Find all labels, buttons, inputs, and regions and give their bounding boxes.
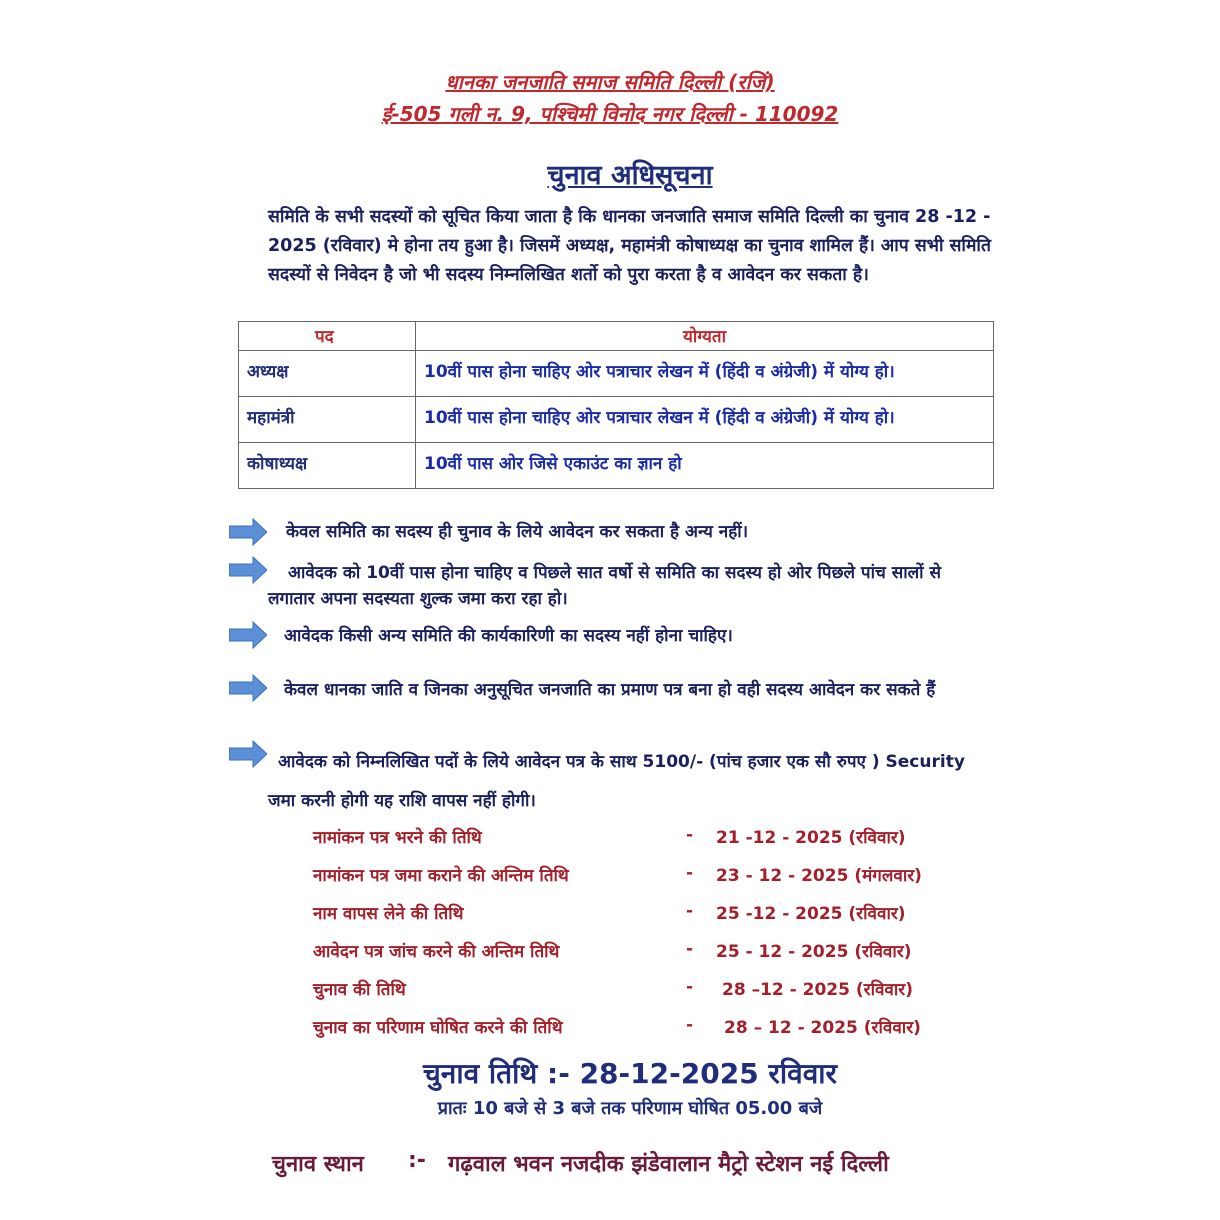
schedule-label: नाम वापस लेने की तिथि xyxy=(313,904,464,924)
qualification-cell: 10वीं पास होना चाहिए ओर पत्राचार लेखन में (हिंदी व अंग्रेजी) में योग्य हो। xyxy=(416,351,994,397)
table-row xyxy=(239,443,994,489)
rule-item: आवेदक को 10वीं पास होना चाहिए व पिछले सात वर्षो से समिति का सदस्य हो ओर पिछले पांच सालों से लगातार अपना सदस्यता शुल्क जमा करा रहा हो। xyxy=(268,563,941,609)
schedule-label: चुनाव की तिथि xyxy=(313,980,406,1000)
schedule-label: आवेदन पत्र जांच करने की अन्तिम तिथि xyxy=(313,942,560,962)
right-arrow-icon xyxy=(229,556,267,584)
venue-label: चुनाव स्थान xyxy=(272,1152,364,1177)
schedule-date: 23 - 12 - 2025 (मंगलवार) xyxy=(716,866,922,886)
org-name: धानका जनजाति समाज समिति दिल्ली (रजिं) xyxy=(445,70,775,94)
table-header-row xyxy=(239,322,994,351)
post-cell: कोषाध्यक्ष xyxy=(239,443,416,489)
venue-separator: :- xyxy=(408,1148,426,1173)
right-arrow-icon xyxy=(229,740,267,768)
qualification-cell: 10वीं पास ओर जिसे एकाउंट का ज्ञान हो xyxy=(416,443,994,489)
post-cell: अध्यक्ष xyxy=(239,351,416,397)
right-arrow-icon xyxy=(229,621,267,649)
table-row xyxy=(239,351,994,397)
schedule-date: 28 –12 - 2025 (रविवार) xyxy=(722,980,914,1000)
schedule-label: नामांकन पत्र जमा कराने की अन्तिम तिथि xyxy=(313,866,569,886)
schedule-date: 21 -12 - 2025 (रविवार) xyxy=(716,828,906,848)
qualification-cell: 10वीं पास होना चाहिए ओर पत्राचार लेखन में (हिंदी व अंग्रेजी) में योग्य हो। xyxy=(416,397,994,443)
qualification-table xyxy=(238,321,994,489)
right-arrow-icon xyxy=(229,674,267,702)
page-title: चुनाव अधिसूचना xyxy=(547,160,713,191)
header-qualification: योग्यता xyxy=(416,322,994,351)
right-arrow-icon xyxy=(229,518,267,546)
intro-paragraph: समिति के सभी सदस्यों को सूचित किया जाता है कि धानका जनजाति समाज समिति दिल्ली का चुनाव 28 -12 - 2025 (रविवार) मे होना तय हुआ है। जिसमें अध्यक्ष, महामंत्री कोषाध्यक्ष का चुनाव शामिल हैं। आप सभी समिति सदस्यों से निवेदन है जो भी सदस्य निम्नलिखित शर्तो को पुरा करता है व आवेदन कर सकता है। xyxy=(268,207,991,285)
schedule-dash: - xyxy=(686,901,694,921)
schedule-date: 28 – 12 - 2025 (रविवार) xyxy=(724,1018,921,1038)
venue-place: गढ़वाल भवन नजदीक झंडेवालान मैट्रो स्टेशन नई दिल्ली xyxy=(448,1152,889,1177)
schedule-date: 25 - 12 - 2025 (रविवार) xyxy=(716,942,912,962)
schedule-dash: - xyxy=(686,825,694,845)
schedule-dash: - xyxy=(686,939,694,959)
rule-item: आवेदक को निम्नलिखित पदों के लिये आवेदन पत्र के साथ 5100/- (पांच हजार एक सौ रुपए ) Security जमा करनी होगी यह राशि वापस नहीं होगी। xyxy=(268,752,965,811)
schedule-label: नामांकन पत्र भरने की तिथि xyxy=(313,828,482,848)
schedule-dash: - xyxy=(686,863,694,883)
rule-item: केवल धानका जाति व जिनका अनुसूचित जनजाति का प्रमाण पत्र बना हो वही सदस्य आवेदन कर सकते हैं xyxy=(284,680,936,700)
rule-item: आवेदक किसी अन्य समिति की कार्यकारिणी का सदस्य नहीं होना चाहिए। xyxy=(284,626,733,646)
table-row xyxy=(239,397,994,443)
election-date: चुनाव तिथि :- 28-12-2025 रविवार xyxy=(423,1057,837,1090)
schedule-dash: - xyxy=(686,1015,694,1035)
schedule-date: 25 -12 - 2025 (रविवार) xyxy=(716,904,906,924)
header-post: पद xyxy=(239,322,416,351)
org-address: ई-505 गली न. 9, पश्चिमी विनोद नगर दिल्ली - 110092 xyxy=(381,102,839,126)
schedule-label: चुनाव का परिणाम घोषित करने की तिथि xyxy=(313,1018,563,1038)
post-cell: महामंत्री xyxy=(239,397,416,443)
rule-item: केवल समिति का सदस्य ही चुनाव के लिये आवेदन कर सकता है अन्य नहीं। xyxy=(286,522,749,542)
election-timing: प्रातः 10 बजे से 3 बजे तक परिणाम घोषित 05.00 बजे xyxy=(437,1098,823,1119)
schedule-dash: - xyxy=(686,977,694,997)
